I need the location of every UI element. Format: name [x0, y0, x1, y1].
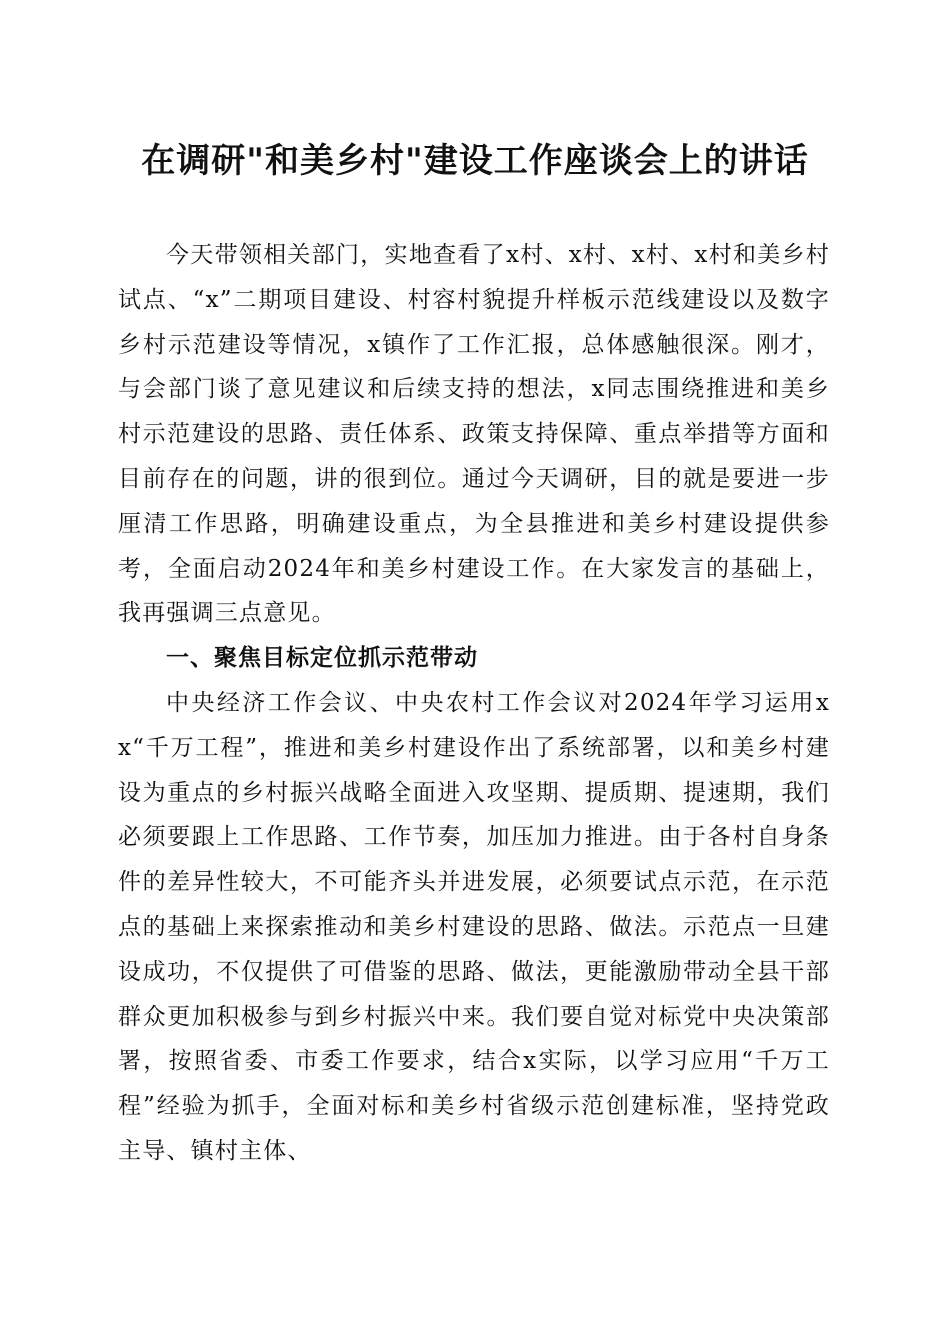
page-title: 在调研"和美乡村"建设工作座谈会上的讲话	[141, 141, 809, 181]
section-1-paragraph: 中央经济工作会议、中央农村工作会议对2024年学习运用xx“千万工程”，推进和美乡村建设作出了系统部署，以和美乡村建设为重点的乡村振兴战略全面进入攻坚期、提质期、提速期，我们必须要跟上工作思路、工作节奏，加压加力推进。由于各村自身条件的差异性较大，不可能齐头并进发展，必须要试点示范，在示范点的基础上来探索推动和美乡村建设的思路、做法。示范点一旦建设成功，不仅提供了可借鉴的思路、做法，更能激励带动全县干部群众更加积极参与到乡村振兴中来。我们要自觉对标党中央决策部署，按照省委、市委工作要求，结合x实际，以学习应用“千万工程”经验为抓手，全面对标和美乡村省级示范创建标准，坚持党政主导、镇村主体、	[118, 689, 830, 1164]
section-heading-1: 一、聚焦目标定位抓示范带动	[166, 645, 478, 672]
intro-paragraph: 今天带领相关部门，实地查看了x村、x村、x村、x村和美乡村试点、“x”二期项目建设、村容村貌提升样板示范线建设以及数字乡村示范建设等情况，x镇作了工作汇报，总体感触很深。刚才，与会部门谈了意见建议和后续支持的想法，x同志围绕推进和美乡村示范建设的思路、责任体系、政策支持保障、重点举措等方面和目前存在的问题，讲的很到位。通过今天调研，目的就是要进一步厘清工作思路，明确建设重点，为全县推进和美乡村建设提供参考，全面启动2024年和美乡村建设工作。在大家发言的基础上，我再强调三点意见。	[118, 242, 830, 627]
document-body	[118, 233, 830, 1174]
